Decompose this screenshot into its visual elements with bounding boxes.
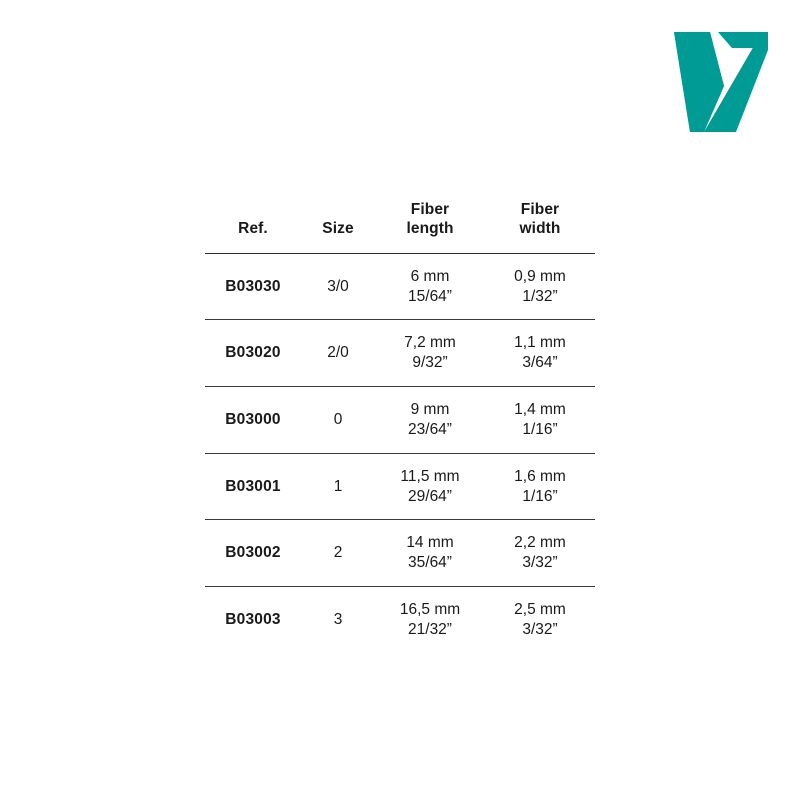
cell-fiber-length-mm: 11,5 mm: [400, 467, 460, 485]
cell-ref: B03002: [205, 520, 301, 587]
cell-fiber-length-inch: 23/64”: [408, 420, 452, 438]
brand-logo: [666, 28, 776, 138]
cell-fiber-width-mm: 0,9 mm: [514, 267, 566, 285]
cell-fiber-length-inch: 29/64”: [408, 487, 452, 505]
column-header-fiber-width-line2: width: [519, 220, 561, 238]
table-row: [205, 587, 595, 653]
cell-fiber-width-inch: 3/32”: [522, 620, 558, 638]
cell-fiber-length: [375, 253, 485, 320]
column-header-fiber-width-line1: Fiber: [520, 201, 560, 218]
cell-fiber-length: [375, 587, 485, 653]
column-header-ref: [205, 200, 301, 253]
cell-ref: B03030: [205, 253, 301, 320]
column-header-fiber-length-line2: length: [406, 220, 454, 238]
cell-fiber-length-mm: 14 mm: [406, 534, 454, 552]
table-row: [205, 453, 595, 520]
table-row: [205, 253, 595, 320]
cell-fiber-width-inch: 3/32”: [522, 554, 558, 572]
table-header: [205, 200, 595, 253]
cell-fiber-width-inch: 1/16”: [522, 487, 558, 505]
cell-fiber-length: [375, 387, 485, 454]
cell-fiber-width: [485, 320, 595, 387]
cell-size: 2: [301, 520, 375, 587]
cell-fiber-width: [485, 453, 595, 520]
table-header-row: [205, 200, 595, 253]
cell-fiber-length-mm: 7,2 mm: [404, 334, 456, 352]
cell-ref: B03000: [205, 387, 301, 454]
cell-fiber-width-mm: 1,1 mm: [514, 334, 566, 352]
table-row: [205, 320, 595, 387]
column-header-size-line1: Size: [322, 220, 354, 238]
suture-specification-table: [205, 200, 595, 653]
cell-fiber-width-mm: 2,5 mm: [514, 601, 566, 619]
cell-size: 1: [301, 453, 375, 520]
cell-fiber-length-inch: 15/64”: [408, 287, 452, 305]
column-header-fiber-width: [485, 200, 595, 253]
cell-size: 2/0: [301, 320, 375, 387]
cell-fiber-width-inch: 3/64”: [522, 354, 558, 372]
cell-fiber-width-inch: 1/16”: [522, 420, 558, 438]
cell-fiber-width-mm: 2,2 mm: [514, 534, 566, 552]
cell-ref: B03001: [205, 453, 301, 520]
cell-fiber-length-inch: 21/32”: [408, 620, 452, 638]
cell-ref: B03020: [205, 320, 301, 387]
cell-fiber-width-mm: 1,4 mm: [514, 401, 566, 419]
table-row: [205, 387, 595, 454]
table-row: [205, 520, 595, 587]
cell-fiber-length-inch: 35/64”: [408, 554, 452, 572]
column-header-ref-line1: Ref.: [238, 220, 268, 238]
cell-fiber-width: [485, 253, 595, 320]
cell-fiber-length-mm: 6 mm: [410, 267, 450, 285]
cell-fiber-width-mm: 1,6 mm: [514, 467, 566, 485]
cell-fiber-length-inch: 9/32”: [412, 354, 448, 372]
cell-fiber-length-mm: 9 mm: [410, 401, 450, 419]
cell-ref: B03003: [225, 610, 281, 628]
cell-fiber-length: [375, 453, 485, 520]
cell-fiber-length-mm: 16,5 mm: [399, 601, 461, 619]
cell-size: 0: [301, 387, 375, 454]
cell-fiber-width: [485, 587, 595, 653]
cell-fiber-length: [375, 520, 485, 587]
column-header-fiber-length-line1: Fiber: [410, 201, 450, 218]
column-header-size: [301, 200, 375, 253]
column-header-fiber-length: [375, 200, 485, 253]
cell-fiber-width: [485, 520, 595, 587]
cell-size: 3/0: [301, 253, 375, 320]
cell-fiber-length: [375, 320, 485, 387]
table-body: [205, 253, 595, 652]
cell-size: 3: [333, 610, 343, 628]
spec-table-container: [205, 200, 595, 653]
cell-fiber-width-inch: 1/32”: [522, 287, 558, 305]
cell-fiber-width: [485, 387, 595, 454]
